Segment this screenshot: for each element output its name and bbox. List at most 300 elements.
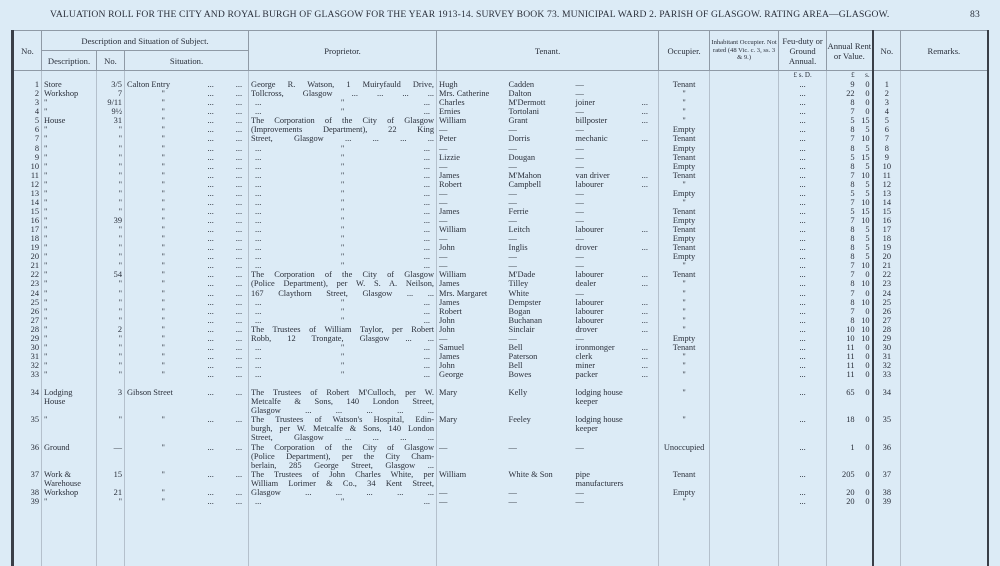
remarks <box>901 207 988 216</box>
street-number: " <box>97 180 125 189</box>
remarks <box>901 225 988 234</box>
tenant-occupation: — <box>575 161 584 171</box>
valuation-roll-table <box>11 30 989 566</box>
situation: " <box>125 497 202 506</box>
inhabitant-occupier <box>710 307 779 316</box>
annual-shillings: 10 <box>857 316 873 325</box>
empty-cell <box>710 506 779 566</box>
tenant-occupation: labourer <box>575 306 604 316</box>
leader-dots <box>204 361 247 370</box>
occupier-status: Empty <box>659 488 710 497</box>
empty-cell <box>779 379 827 388</box>
street-number: " <box>97 144 125 153</box>
annual-shillings: 10 <box>857 171 873 180</box>
occupier-status: " <box>659 370 710 379</box>
tenant-surname: Kelly <box>508 388 528 398</box>
occupier-status: " <box>659 415 710 442</box>
annual-shillings: 10 <box>857 279 873 288</box>
entry-number-right: 34 <box>873 388 901 415</box>
proprietor-ditto <box>251 316 434 325</box>
situation: " <box>125 261 202 270</box>
tenant-occupation: — <box>575 89 584 99</box>
annual-pounds: 7 <box>827 107 857 116</box>
leader: ... <box>423 161 431 171</box>
tenant-occupation: — <box>575 261 584 271</box>
situation-leaders <box>202 144 249 153</box>
description: " <box>42 298 97 307</box>
tenant-first-name: John <box>437 243 507 252</box>
remarks <box>901 153 988 162</box>
tenant-first-name: — <box>437 198 507 207</box>
leader: ... <box>235 361 243 370</box>
street-number: 54 <box>97 270 125 279</box>
description: " <box>42 207 97 216</box>
inhabitant-occupier <box>710 80 779 89</box>
tenant-first-name: Ernies <box>437 107 507 116</box>
occupier-status: Tenant <box>659 343 710 352</box>
empty-cell <box>13 506 42 566</box>
proprietor <box>249 352 437 361</box>
annual-shillings: 0 <box>857 98 873 107</box>
proprietor <box>249 207 437 216</box>
tenant-first-name: — <box>437 488 507 497</box>
empty-cell <box>873 506 901 566</box>
entry-number: 7 <box>13 134 42 143</box>
occupier-status: Tenant <box>659 243 710 252</box>
ditto-mark: " <box>340 351 345 361</box>
empty-cell <box>125 379 202 388</box>
proprietor-text: The Corporation of the City of Glasgow <box>251 270 435 280</box>
occupation-leader <box>632 415 659 442</box>
units-row <box>13 71 988 81</box>
annual-shillings: 5 <box>857 125 873 134</box>
tenant-surname: Bell <box>508 342 523 352</box>
inhabitant-occupier <box>710 261 779 270</box>
leader: ... <box>207 306 214 316</box>
table-row <box>13 388 988 415</box>
table-row <box>13 289 988 298</box>
tenant-first-name: William <box>437 270 507 279</box>
inhabitant-occupier <box>710 388 779 415</box>
annual-pounds: 5 <box>827 207 857 216</box>
situation-leaders <box>202 352 249 361</box>
proprietor-ditto <box>251 180 434 189</box>
tenant-first-name: James <box>437 207 507 216</box>
situation-leaders <box>202 80 249 89</box>
occupation-leader <box>632 497 659 506</box>
entry-number: 6 <box>13 125 42 134</box>
proprietor-ditto <box>251 107 434 116</box>
feu-duty: ... <box>779 279 827 288</box>
situation: " <box>125 180 202 189</box>
tenant-surname: — <box>508 333 517 343</box>
leader: ... <box>423 252 431 262</box>
leader: ... <box>423 216 431 225</box>
table-row <box>13 252 988 261</box>
inhabitant-occupier <box>710 144 779 153</box>
description: Lodging House <box>42 388 97 415</box>
leader: ... <box>207 252 214 262</box>
situation-leaders <box>202 198 249 207</box>
leader: ... <box>255 252 262 262</box>
remarks <box>901 98 988 107</box>
tenant-occupation: labourer <box>575 179 604 189</box>
annual-pounds: 11 <box>827 370 857 379</box>
empty-cell <box>507 379 574 388</box>
inhabitant-occupier <box>710 171 779 180</box>
inhabitant-occupier <box>710 298 779 307</box>
empty-cell <box>125 506 202 566</box>
remarks <box>901 307 988 316</box>
proprietor <box>249 243 437 252</box>
leader-dots <box>204 180 247 189</box>
feu-duty: ... <box>779 98 827 107</box>
ditto-mark: " <box>340 243 345 253</box>
leader-dots <box>204 488 247 497</box>
proprietor <box>249 261 437 270</box>
proprietor <box>249 334 437 343</box>
proprietor <box>249 252 437 261</box>
situation-leaders <box>202 289 249 298</box>
leader: ... <box>207 333 214 343</box>
occupier-status: " <box>659 261 710 270</box>
annual-pounds: 10 <box>827 325 857 334</box>
street-number: " <box>97 343 125 352</box>
ditto-mark: " <box>340 306 345 316</box>
tenant-first-name: — <box>437 497 507 506</box>
table-row <box>13 352 988 361</box>
leader: ... <box>235 333 243 343</box>
ditto-mark: " <box>340 234 345 244</box>
proprietor <box>249 497 437 506</box>
col-occupier: Occupier. <box>659 31 710 71</box>
leader-dots <box>204 325 247 334</box>
tenant-occupation: — <box>575 288 584 298</box>
situation-leaders <box>202 252 249 261</box>
entry-number-right: 9 <box>873 153 901 162</box>
leader: ... <box>255 361 262 370</box>
tenant-occupation: — <box>575 496 584 506</box>
entry-number: 37 <box>13 470 42 488</box>
entry-number-right: 1 <box>873 80 901 89</box>
situation: " <box>125 98 202 107</box>
occupier-status: Tenant <box>659 207 710 216</box>
inhabitant-occupier <box>710 252 779 261</box>
tenant-surname: M'Dade <box>508 270 536 280</box>
occupier-status: Tenant <box>659 153 710 162</box>
occupation-leader <box>632 216 659 225</box>
street-number: " <box>97 125 125 134</box>
tenant-first-name: James <box>437 298 507 307</box>
remarks <box>901 134 988 143</box>
table-row <box>13 80 988 89</box>
situation-leaders <box>202 443 249 470</box>
feu-duty: ... <box>779 125 827 134</box>
situation: " <box>125 298 202 307</box>
leader: ... <box>235 261 243 271</box>
street-number: " <box>97 198 125 207</box>
annual-pounds: 5 <box>827 153 857 162</box>
proprietor <box>249 80 437 89</box>
feu-duty: ... <box>779 388 827 415</box>
tenant-occupation: drover <box>575 243 598 253</box>
tenant-first-name: James <box>437 171 507 180</box>
leader: ... <box>255 261 262 271</box>
situation: " <box>125 361 202 370</box>
annual-shillings: 0 <box>857 270 873 279</box>
col-remarks: Remarks. <box>901 31 988 71</box>
remarks <box>901 107 988 116</box>
entry-number-right: 7 <box>873 134 901 143</box>
occupier-status: " <box>659 198 710 207</box>
leader-dots <box>204 470 247 479</box>
situation-leaders <box>202 316 249 325</box>
annual-pounds: 7 <box>827 134 857 143</box>
tenant-surname: — <box>508 496 517 506</box>
leader: ... <box>255 351 262 361</box>
tenant-first-name: John <box>437 361 507 370</box>
leader: ... <box>423 107 431 117</box>
tenant-surname: Grant <box>508 116 528 126</box>
leader: ... <box>423 234 431 244</box>
street-number: 7 <box>97 89 125 98</box>
description: " <box>42 279 97 288</box>
annual-pounds: 22 <box>827 89 857 98</box>
tenant-surname: Ferrie <box>508 206 529 216</box>
leader: ... <box>207 116 214 126</box>
leader: ... <box>207 279 214 289</box>
entry-number: 9 <box>13 153 42 162</box>
col-annual-value: Annual Rent or Value. <box>827 31 873 71</box>
occupation-leader: ... <box>632 343 659 352</box>
proprietor-ditto <box>251 234 434 243</box>
annual-shillings: 0 <box>857 289 873 298</box>
leader: ... <box>207 324 214 334</box>
annual-shillings: 10 <box>857 216 873 225</box>
leader: ... <box>423 370 431 380</box>
tenant-occupation: — <box>575 234 584 244</box>
situation-leaders <box>202 470 249 488</box>
table-row <box>13 488 988 497</box>
leader: ... <box>255 216 262 225</box>
leader-dots <box>204 198 247 207</box>
entry-number: 39 <box>13 497 42 506</box>
entry-number: 19 <box>13 243 42 252</box>
situation-leaders <box>202 207 249 216</box>
leader: ... <box>423 342 431 352</box>
tenant-occupation: — <box>575 143 584 153</box>
inhabitant-occupier <box>710 216 779 225</box>
leader: ... <box>235 134 243 144</box>
leader: ... <box>207 243 214 253</box>
leader-dots <box>204 225 247 234</box>
table-row <box>13 162 988 171</box>
tenant-surname: White & Son <box>508 469 553 479</box>
tenant-occupation: — <box>575 80 584 90</box>
leader: ... <box>255 179 262 189</box>
leader: ... <box>235 161 243 171</box>
empty-cell <box>13 379 42 388</box>
proprietor <box>249 307 437 316</box>
situation: " <box>125 488 202 497</box>
situation-leaders <box>202 225 249 234</box>
remarks <box>901 388 988 415</box>
annual-shillings: 15 <box>857 116 873 125</box>
street-number: 3/5 <box>97 80 125 89</box>
street-number: " <box>97 352 125 361</box>
situation-leaders <box>202 279 249 288</box>
proprietor-ditto <box>251 343 434 352</box>
ditto-mark: " <box>340 216 345 225</box>
annual-pounds: 8 <box>827 180 857 189</box>
tenant-occupation: — <box>575 252 584 262</box>
annual-shillings: 0 <box>857 488 873 497</box>
entry-number: 15 <box>13 207 42 216</box>
entry-number-right: 12 <box>873 180 901 189</box>
occupier-status: Tenant <box>659 470 710 488</box>
situation: " <box>125 289 202 298</box>
leader: ... <box>207 161 214 171</box>
occupation-leader: ... <box>632 316 659 325</box>
empty-cell <box>659 506 710 566</box>
tenant-occupation: mechanic <box>575 134 608 144</box>
description: Workshop <box>42 89 97 98</box>
leader: ... <box>255 161 262 171</box>
ditto-mark: " <box>340 361 345 370</box>
table-row <box>13 107 988 116</box>
remarks <box>901 261 988 270</box>
proprietor-text: The Trustees of Robert M'Culloch, per W. Metcalfe & Sons, 140 London Street, Glasgow ... ... ... ... ... <box>251 388 435 416</box>
leader-dots <box>204 162 247 171</box>
leader: ... <box>423 143 431 153</box>
annual-shillings: 5 <box>857 225 873 234</box>
annual-shillings: 0 <box>857 415 873 442</box>
table-row <box>13 153 988 162</box>
description: " <box>42 415 97 442</box>
description: " <box>42 343 97 352</box>
annual-shillings: 5 <box>857 243 873 252</box>
entry-number: 8 <box>13 144 42 153</box>
col-number: No. <box>97 51 125 71</box>
leader: ... <box>235 342 243 352</box>
leader: ... <box>235 288 243 298</box>
inhabitant-occupier <box>710 497 779 506</box>
feu-duty: ... <box>779 261 827 270</box>
feu-duty: ... <box>779 270 827 279</box>
tenant-occupation: drover <box>575 324 598 334</box>
leader-dots <box>204 252 247 261</box>
entry-number: 28 <box>13 325 42 334</box>
description: " <box>42 252 97 261</box>
tenant-surname: — <box>508 188 517 198</box>
remarks <box>901 334 988 343</box>
entry-number-right: 17 <box>873 225 901 234</box>
ditto-mark: " <box>340 197 345 207</box>
feu-duty: ... <box>779 80 827 89</box>
entry-number: 24 <box>13 289 42 298</box>
leader: ... <box>235 370 243 380</box>
annual-pounds: 8 <box>827 234 857 243</box>
occupier-status: " <box>659 279 710 288</box>
roll-title: VALUATION ROLL FOR THE CITY AND ROYAL BURGH OF GLASGOW FOR THE YEAR 1913-14. SURVEY BOOK 73. MUNICIPAL WARD 2. PARISH OF GLASGOW. RATING AREA—GLASGOW. <box>50 9 890 20</box>
empty-cell <box>901 506 988 566</box>
leader: ... <box>235 351 243 361</box>
entry-number-right: 36 <box>873 443 901 470</box>
entry-number-right: 22 <box>873 270 901 279</box>
situation: " <box>125 162 202 171</box>
leader: ... <box>207 125 214 135</box>
leader: ... <box>207 415 214 425</box>
occupier-status: " <box>659 180 710 189</box>
feu-duty: ... <box>779 225 827 234</box>
table-row <box>13 316 988 325</box>
leader: ... <box>235 216 243 225</box>
tenant-first-name: Charles <box>437 98 507 107</box>
ditto-mark: " <box>340 315 345 325</box>
leader-dots <box>204 289 247 298</box>
entry-number-right: 33 <box>873 370 901 379</box>
leader-dots <box>204 370 247 379</box>
proprietor <box>249 415 437 442</box>
proprietor-ditto <box>251 153 434 162</box>
ditto-mark: " <box>340 496 345 506</box>
tenant-surname: — <box>508 197 517 207</box>
entry-number-right: 18 <box>873 234 901 243</box>
description: Ground <box>42 443 97 470</box>
annual-shillings: 0 <box>857 443 873 470</box>
table-row <box>13 234 988 243</box>
occupier-status: Tenant <box>659 171 710 180</box>
entry-number-right: 14 <box>873 198 901 207</box>
leader-dots <box>204 234 247 243</box>
proprietor <box>249 225 437 234</box>
tenant-first-name: Peter <box>437 134 507 143</box>
entry-number-right: 25 <box>873 298 901 307</box>
situation: " <box>125 189 202 198</box>
inhabitant-occupier <box>710 125 779 134</box>
ditto-mark: " <box>340 370 345 380</box>
annual-pounds: 20 <box>827 488 857 497</box>
proprietor <box>249 270 437 279</box>
street-number: 15 <box>97 470 125 488</box>
situation-leaders <box>202 270 249 279</box>
leader: ... <box>423 152 431 162</box>
tenant-surname: Campbell <box>508 179 542 189</box>
inhabitant-occupier <box>710 325 779 334</box>
tenant-surname: Tortolani <box>508 107 540 117</box>
annual-pounds: 7 <box>827 198 857 207</box>
leader: ... <box>235 469 243 479</box>
tenant-surname: — <box>508 161 517 171</box>
leader-dots <box>204 134 247 143</box>
tenant-occupation: labourer <box>575 270 604 280</box>
table-row <box>13 198 988 207</box>
tenant-occupation: — <box>575 442 584 452</box>
street-number: " <box>97 497 125 506</box>
description: " <box>42 352 97 361</box>
table-row <box>13 470 988 488</box>
proprietor-text: Robb, 12 Trongate, Glasgow ... ... <box>251 333 435 343</box>
street-number: " <box>97 289 125 298</box>
proprietor-ditto <box>251 189 434 198</box>
leader: ... <box>255 315 262 325</box>
tenant-surname: Leitch <box>508 225 530 235</box>
tenant-first-name: William <box>437 225 507 234</box>
street-number: — <box>97 443 125 470</box>
street-number: " <box>97 415 125 442</box>
proprietor <box>249 361 437 370</box>
leader: ... <box>423 98 431 108</box>
